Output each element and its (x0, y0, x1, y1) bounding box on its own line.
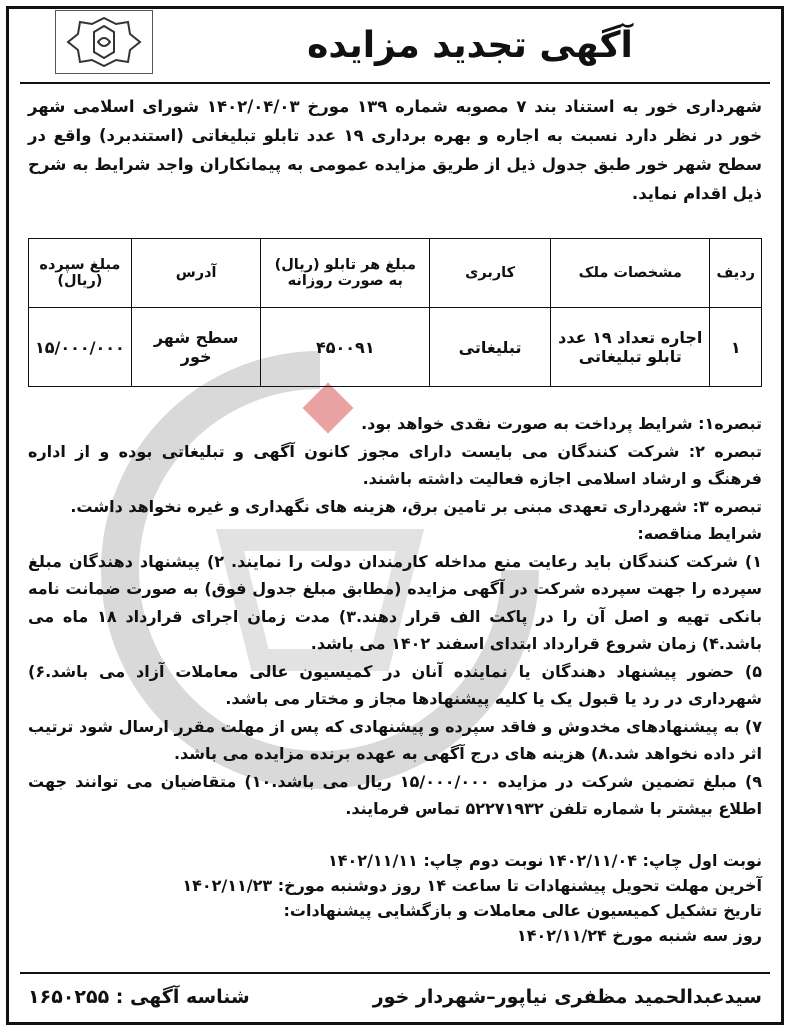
submission-deadline: آخرین مهلت تحویل پیشنهادات تا ساعت ۱۴ روز دوشنبه مورخ: ۱۴۰۲/۱۱/۲۳ (182, 876, 762, 895)
footer-divider (20, 972, 770, 974)
cell-usage: تبلیغاتی (430, 308, 551, 387)
mayor-signature: سیدعبدالحمید مظفری نیاپور–شهردار خور (372, 986, 762, 1008)
col-row-number: ردیف (710, 239, 762, 308)
cell-daily-price: ۴۵۰۰۹۱ (261, 308, 430, 387)
note-1: تبصره۱: شرایط پرداخت به صورت نقدی خواهد بود. (361, 414, 762, 433)
municipality-seal-icon (62, 14, 146, 70)
table-header-row (29, 239, 762, 308)
col-deposit: مبلغ سپرده (ریال) (29, 239, 132, 308)
note-3: تبصره ۳: شهرداری تعهدی مبنی بر تامین برق، هزینه های نگهداری و غیره نخواهد داشت. (70, 496, 762, 516)
first-print-date: نوبت اول چاپ: ۱۴۰۲/۱۱/۰۴ (547, 851, 762, 870)
col-property-spec: مشخصات ملک (551, 239, 710, 308)
condition-7-8: ۷) به پیشنهادهای مخدوش و فاقد سپرده و پیشنهادی که پس از مهلت مقرر ارسال شود ترتیب اثر داده نخواهد شد.۸) هزینه های درج آگهی به عهده برنده مزایده می باشد. (28, 716, 762, 763)
title-divider (20, 82, 770, 84)
col-daily-price: مبلغ هر تابلو (ریال) به صورت روزانه (261, 239, 430, 308)
condition-9-10: ۹) مبلغ تضمین شرکت در مزایده ۱۵/۰۰۰/۰۰۰ ریال می باشد.۱۰) متقاضیان می توانند جهت اطلاع بیشتر با شماره تلفن ۵۲۲۷۱۹۳۲ تماس فرمایند. (28, 771, 763, 818)
condition-1-4: ۱) شرکت کنندگان باید رعایت منع مداخله کارمندان دولت را نمایند. ۲) پیشنهاد دهندگان مبلغ سپرده را جهت سپرده شرکت در آگهی مزایده (مطابق مبلغ جدول فوق) به صورت ضمانت نامه بانکی تهیه و اصل آن را در پاکت الف قرار دهند.۳) مدت زمان اجرای قرارداد ۱۸ ماه می باشد.۴) زمان شروع قرارداد ابتدای اسفند ۱۴۰۲ می باشد. (28, 551, 762, 653)
cell-address: سطح شهر خور (131, 308, 261, 387)
notes-section (28, 410, 762, 823)
print-dates-row (28, 848, 762, 873)
commission-label: تاریخ تشکیل کمیسیون عالی معاملات و بازگشایی پیشنهادات: (283, 901, 762, 920)
property-table (28, 238, 762, 387)
cell-property-spec: اجاره تعداد ۱۹ عدد تابلو تبلیغاتی (551, 308, 710, 387)
commission-date: روز سه شنبه مورخ ۱۴۰۲/۱۱/۲۴ (516, 926, 762, 945)
table-row (29, 308, 762, 387)
municipality-logo (55, 10, 153, 74)
cell-deposit: ۱۵/۰۰۰/۰۰۰ (29, 308, 132, 387)
dates-section (28, 848, 762, 948)
intro-text: شهرداری خور به استناد بند ۷ مصوبه شماره ۱۳۹ مورخ ۱۴۰۲/۰۴/۰۳ شورای اسلامی شهر خور در نظر دارد نسبت به اجاره و بهره برداری ۱۹ عدد تابلو تبلیغاتی (استندبرد) واقع در سطح شهر خور طبق جدول ذیل از طریق مزایده عمومی به پیمانکاران واجد شرایط به شرح ذیل اقدام نماید. (28, 97, 762, 203)
conditions-heading: شرایط مناقصه: (637, 524, 762, 543)
page-title: آگهی تجدید مزایده (307, 24, 633, 66)
condition-5-6: ۵) حضور پیشنهاد دهندگان یا نماینده آنان در کمیسیون عالی معاملات آزاد می باشد.۶) شهرداری در رد یا قبول یک یا کلیه پیشنهادها مجاز و مختار می باشد. (28, 661, 762, 708)
col-address: آدرس (131, 239, 261, 308)
footer (28, 978, 762, 1016)
ad-id: شناسه آگهی : ۱۶۵۰۲۵۵ (28, 986, 250, 1008)
intro-paragraph (28, 92, 762, 208)
note-2: تبصره ۲: شرکت کنندگان می بایست دارای مجوز کانون آگهی و تبلیغاتی بوده و از اداره فرهنگ و ارشاد اسلامی اجازه فعالیت داشته باشند. (28, 441, 762, 488)
cell-row-number: ۱ (710, 308, 762, 387)
col-usage: کاربری (430, 239, 551, 308)
second-print-date: نوبت دوم چاپ: ۱۴۰۲/۱۱/۱۱ (328, 851, 544, 870)
